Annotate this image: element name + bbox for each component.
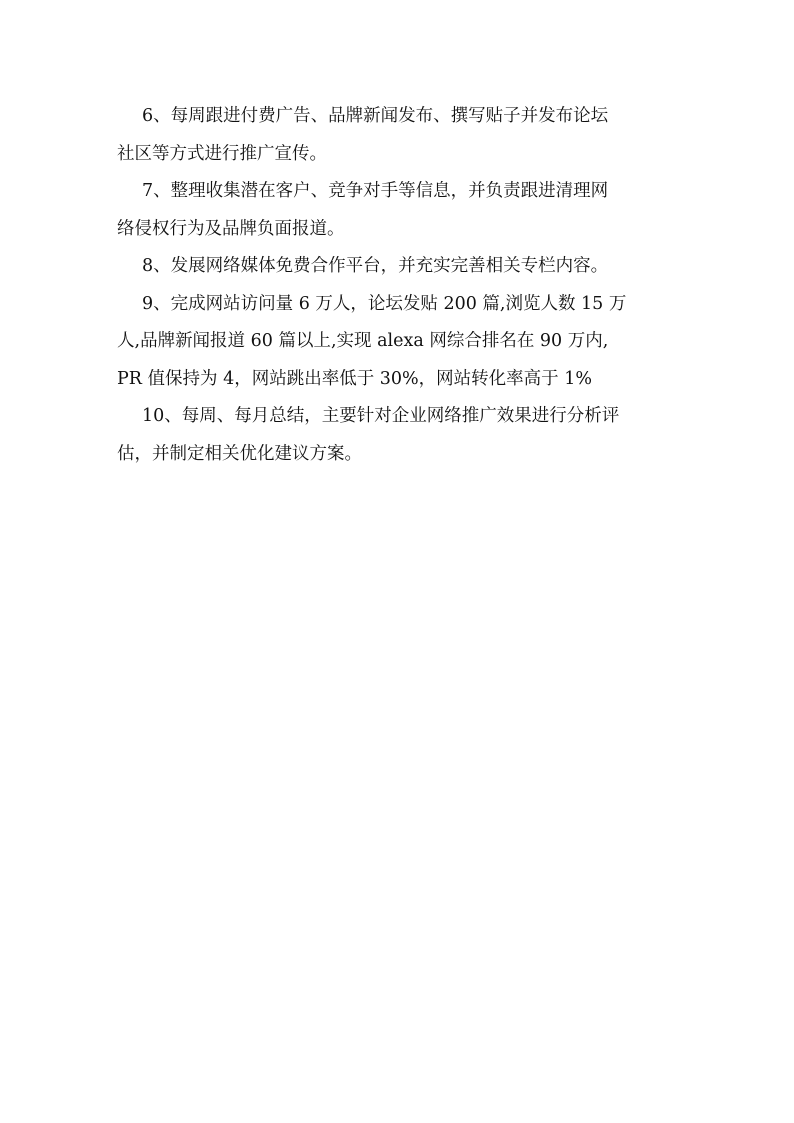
- paragraph-line: 估，并制定相关优化建议方案。: [117, 443, 362, 464]
- paragraph-line: 8、发展网络媒体免费合作平台，并充实完善相关专栏内容。: [142, 256, 609, 276]
- paragraph-line: 10、每周、每月总结，主要针对企业网络推广效果进行分析评: [142, 406, 620, 426]
- paragraph-item-7: [117, 173, 682, 248]
- paragraph-line: 6、每周跟进付费广告、品牌新闻发布、撰写贴子并发布论坛: [142, 106, 609, 126]
- document-body: [117, 98, 682, 473]
- paragraph-line: 9、完成网站访问量 6 万人，论坛发贴 200 篇,浏览人数 15 万: [142, 293, 627, 314]
- paragraph-line: PR 值保持为 4，网站跳出率低于 30%，网站转化率高于 1%: [117, 368, 592, 389]
- paragraph-line: 络侵权行为及品牌负面报道。: [117, 218, 345, 239]
- paragraph-line: 社区等方式进行推广宣传。: [117, 143, 327, 164]
- paragraph-item-10: [117, 398, 682, 473]
- paragraph-line: 7、整理收集潜在客户、竞争对手等信息，并负责跟进清理网: [142, 181, 609, 201]
- paragraph-item-6: [117, 98, 682, 173]
- paragraph-line: 人,品牌新闻报道 60 篇以上,实现 alexa 网综合排名在 90 万内,: [117, 331, 609, 351]
- paragraph-item-8: [117, 248, 682, 286]
- paragraph-item-9: [117, 286, 682, 399]
